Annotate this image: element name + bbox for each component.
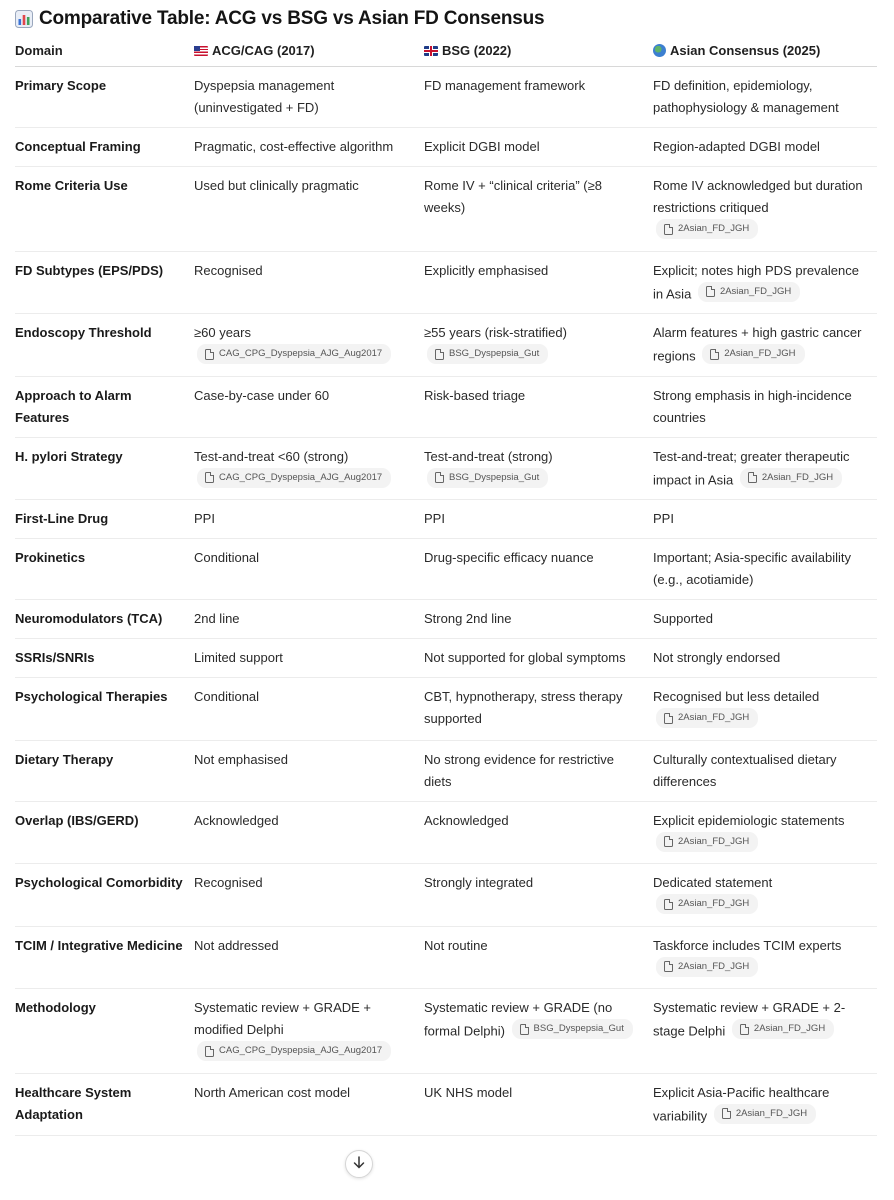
bsg-text: Acknowledged bbox=[424, 812, 509, 828]
table-row bbox=[15, 500, 877, 539]
asian-text: Strong emphasis in high-incidence countries bbox=[653, 387, 852, 425]
bsg-cell bbox=[424, 251, 653, 314]
acg-cell bbox=[194, 376, 424, 437]
acg-cell bbox=[194, 740, 424, 801]
asian-text: Taskforce includes TCIM experts bbox=[653, 937, 842, 953]
bsg-cell bbox=[424, 639, 653, 678]
header-domain bbox=[15, 36, 194, 67]
acg-text: North American cost model bbox=[194, 1084, 351, 1100]
citation-label: 2Asian_FD_JGH bbox=[724, 348, 796, 359]
acg-cell bbox=[194, 437, 424, 500]
asian-cell bbox=[653, 251, 877, 314]
citation-label: 2Asian_FD_JGH bbox=[761, 471, 834, 483]
bar-chart-icon bbox=[15, 10, 33, 28]
bsg-text: No strong evidence for restrictive diets bbox=[424, 751, 615, 789]
acg-text: Recognised bbox=[194, 262, 263, 278]
bsg-cell bbox=[424, 801, 653, 864]
bsg-text: CBT, hypnotherapy, stress therapy supported bbox=[424, 689, 623, 726]
acg-cell bbox=[194, 678, 424, 741]
bsg-text: PPI bbox=[424, 511, 445, 526]
acg-text: Case-by-case under 60 bbox=[194, 387, 330, 403]
domain-cell: Primary Scope bbox=[15, 67, 194, 128]
bsg-cell bbox=[424, 740, 653, 801]
uk-flag-icon bbox=[424, 46, 438, 56]
asian-text: Explicit epidemiologic statements bbox=[653, 812, 845, 828]
domain-cell: FD Subtypes (EPS/PDS) bbox=[15, 251, 194, 314]
bsg-cell bbox=[424, 539, 653, 600]
bsg-cell bbox=[424, 678, 653, 741]
table-row bbox=[15, 989, 877, 1074]
citation-label: 2Asian_FD_JGH bbox=[753, 1023, 826, 1034]
acg-text: Acknowledged bbox=[194, 812, 279, 828]
document-icon bbox=[722, 1108, 731, 1119]
citation-label: 2Asian_FD_JGH bbox=[678, 712, 750, 723]
table-row bbox=[15, 740, 877, 801]
table-row bbox=[15, 167, 877, 252]
header-asian-label: Asian Consensus (2025) bbox=[670, 43, 821, 58]
asian-text: Not strongly endorsed bbox=[653, 650, 781, 665]
acg-cell bbox=[194, 67, 424, 128]
domain-cell: Neuromodulators (TCA) bbox=[15, 600, 194, 639]
bsg-cell bbox=[424, 600, 653, 639]
asian-cell bbox=[653, 989, 877, 1074]
table-row bbox=[15, 600, 877, 639]
acg-text: Systematic review + GRADE + modified Delphi bbox=[194, 1000, 371, 1037]
citation-label: 2Asian_FD_JGH bbox=[678, 223, 750, 234]
bsg-cell bbox=[424, 864, 653, 927]
citation-chip[interactable] bbox=[714, 1104, 816, 1124]
arrow-down-icon bbox=[353, 1156, 365, 1173]
bsg-text: Test-and-treat (strong) bbox=[424, 448, 553, 464]
document-icon bbox=[748, 472, 757, 483]
header-row bbox=[15, 36, 877, 67]
asian-cell bbox=[653, 128, 877, 167]
table-row bbox=[15, 801, 877, 864]
acg-text: Dyspepsia management (uninvestigated + FD) bbox=[194, 78, 335, 115]
document-icon bbox=[664, 836, 673, 847]
asian-cell bbox=[653, 376, 877, 437]
domain-cell: Endoscopy Threshold bbox=[15, 314, 194, 377]
bsg-text: Strong 2nd line bbox=[424, 611, 512, 626]
citation-label: BSG_Dyspepsia_Gut bbox=[533, 1023, 624, 1034]
table-title bbox=[15, 8, 544, 30]
document-icon bbox=[740, 1024, 749, 1035]
table-row bbox=[15, 67, 877, 128]
asian-cell bbox=[653, 801, 877, 864]
comparison-table bbox=[15, 36, 877, 1136]
acg-text: Recognised bbox=[194, 875, 263, 890]
bsg-cell bbox=[424, 314, 653, 377]
asian-text: Rome IV acknowledged but duration restrictions critiqued bbox=[653, 178, 863, 215]
bsg-text: UK NHS model bbox=[424, 1084, 513, 1100]
bsg-cell bbox=[424, 926, 653, 989]
citation-label: BSG_Dyspepsia_Gut bbox=[449, 348, 540, 359]
domain-cell: Psychological Therapies bbox=[15, 678, 194, 741]
asian-text: PPI bbox=[653, 511, 674, 526]
bsg-text: Explicitly emphasised bbox=[424, 262, 549, 278]
domain-cell: Methodology bbox=[15, 989, 194, 1074]
citation-chip[interactable] bbox=[702, 344, 804, 364]
citation-label: BSG_Dyspepsia_Gut bbox=[449, 471, 540, 483]
acg-text: ≥60 years bbox=[194, 325, 251, 340]
bsg-text: Systematic review + GRADE (no formal Delphi) bbox=[424, 1000, 613, 1039]
table-row bbox=[15, 678, 877, 741]
acg-text: Pragmatic, cost-effective algorithm bbox=[194, 139, 394, 154]
asian-cell bbox=[653, 539, 877, 600]
acg-cell bbox=[194, 500, 424, 539]
table-row bbox=[15, 376, 877, 437]
acg-cell bbox=[194, 864, 424, 927]
table-row bbox=[15, 314, 877, 377]
citation-chip[interactable] bbox=[740, 468, 842, 488]
asian-cell bbox=[653, 926, 877, 989]
asian-text: Culturally contextualised dietary differences bbox=[653, 751, 837, 789]
bottom-fade bbox=[0, 1188, 894, 1200]
domain-cell: Overlap (IBS/GERD) bbox=[15, 801, 194, 864]
citation-chip[interactable] bbox=[427, 468, 548, 488]
document-icon bbox=[664, 899, 673, 910]
document-icon bbox=[520, 1024, 529, 1035]
asian-cell bbox=[653, 600, 877, 639]
citation-chip[interactable] bbox=[656, 708, 758, 728]
document-icon bbox=[664, 961, 673, 972]
domain-cell: First-Line Drug bbox=[15, 500, 194, 539]
acg-text: Test-and-treat <60 (strong) bbox=[194, 448, 349, 464]
us-flag-icon bbox=[194, 46, 208, 56]
table-row bbox=[15, 926, 877, 989]
asian-cell bbox=[653, 314, 877, 377]
citation-chip[interactable] bbox=[656, 832, 758, 852]
citation-label: 2Asian_FD_JGH bbox=[678, 835, 750, 847]
bsg-cell bbox=[424, 376, 653, 437]
asian-cell bbox=[653, 500, 877, 539]
domain-cell: Psychological Comorbidity bbox=[15, 864, 194, 927]
asian-text: Test-and-treat; greater therapeutic impact in Asia bbox=[653, 448, 850, 487]
acg-cell bbox=[194, 1073, 424, 1136]
bsg-text: Not supported for global symptoms bbox=[424, 650, 626, 665]
citation-chip[interactable] bbox=[656, 957, 758, 977]
table-row bbox=[15, 1073, 877, 1136]
citation-label: 2Asian_FD_JGH bbox=[735, 1107, 808, 1119]
citation-label: CAG_CPG_Dyspepsia_AJG_Aug2017 bbox=[219, 471, 383, 483]
asian-text: Alarm features + high gastric cancer regions bbox=[653, 325, 862, 364]
asian-text: Systematic review + GRADE + 2-stage Delphi bbox=[653, 1000, 846, 1039]
document-icon bbox=[205, 1046, 214, 1057]
header-domain-label: Domain bbox=[15, 43, 63, 58]
asian-text: Explicit; notes high PDS prevalence in Asia bbox=[653, 262, 859, 301]
bsg-cell bbox=[424, 437, 653, 500]
bsg-cell bbox=[424, 500, 653, 539]
asian-cell bbox=[653, 740, 877, 801]
acg-cell bbox=[194, 128, 424, 167]
citation-chip[interactable] bbox=[512, 1019, 633, 1039]
citation-chip[interactable] bbox=[656, 894, 758, 914]
acg-text: Used but clinically pragmatic bbox=[194, 178, 359, 193]
document-icon bbox=[706, 286, 715, 297]
domain-cell: Approach to Alarm Features bbox=[15, 376, 194, 437]
acg-cell bbox=[194, 251, 424, 314]
asian-cell bbox=[653, 639, 877, 678]
citation-label: 2Asian_FD_JGH bbox=[719, 285, 792, 297]
asian-text: Important; Asia-specific availability (e.g., acotiamide) bbox=[653, 550, 851, 587]
table-row bbox=[15, 251, 877, 314]
asian-text: FD definition, epidemiology, pathophysiology & management bbox=[653, 78, 839, 115]
asian-text: Supported bbox=[653, 611, 713, 626]
asian-text: Explicit Asia-Pacific healthcare variability bbox=[653, 1084, 830, 1123]
bsg-text: Rome IV + “clinical criteria” (≥8 weeks) bbox=[424, 178, 602, 215]
bsg-text: Strongly integrated bbox=[424, 875, 534, 890]
bsg-cell bbox=[424, 67, 653, 128]
citation-chip[interactable] bbox=[197, 344, 391, 364]
citation-chip[interactable] bbox=[656, 219, 758, 239]
domain-cell: SSRIs/SNRIs bbox=[15, 639, 194, 678]
bsg-text: Explicit DGBI model bbox=[424, 139, 540, 154]
asian-text: Recognised but less detailed bbox=[653, 689, 820, 704]
acg-text: Not addressed bbox=[194, 937, 279, 953]
asian-text: Region-adapted DGBI model bbox=[653, 139, 820, 154]
bsg-text: FD management framework bbox=[424, 78, 586, 93]
asian-cell bbox=[653, 167, 877, 252]
document-icon bbox=[435, 472, 444, 483]
bsg-text: Risk-based triage bbox=[424, 387, 526, 403]
domain-cell: Healthcare System Adaptation bbox=[15, 1073, 194, 1136]
bsg-cell bbox=[424, 1073, 653, 1136]
acg-cell bbox=[194, 989, 424, 1074]
table-row bbox=[15, 864, 877, 927]
asian-cell bbox=[653, 1073, 877, 1136]
acg-cell bbox=[194, 539, 424, 600]
citation-label: 2Asian_FD_JGH bbox=[678, 898, 750, 909]
table-row bbox=[15, 539, 877, 600]
document-icon bbox=[664, 713, 673, 724]
header-asian bbox=[653, 36, 877, 67]
acg-text: Conditional bbox=[194, 550, 260, 565]
citation-chip[interactable] bbox=[698, 282, 800, 302]
bsg-text: Drug-specific efficacy nuance bbox=[424, 550, 594, 565]
domain-cell: Dietary Therapy bbox=[15, 740, 194, 801]
document-icon bbox=[664, 224, 673, 235]
document-icon bbox=[205, 472, 214, 483]
asian-cell bbox=[653, 67, 877, 128]
header-acg bbox=[194, 36, 424, 67]
acg-cell bbox=[194, 314, 424, 377]
header-bsg bbox=[424, 36, 653, 67]
header-acg-label: ACG/CAG (2017) bbox=[212, 43, 315, 58]
acg-text: Conditional bbox=[194, 689, 260, 704]
acg-cell bbox=[194, 926, 424, 989]
table-row bbox=[15, 639, 877, 678]
domain-cell: Prokinetics bbox=[15, 539, 194, 600]
scroll-down-button[interactable] bbox=[345, 1150, 373, 1178]
bsg-cell bbox=[424, 167, 653, 252]
citation-label: 2Asian_FD_JGH bbox=[678, 960, 750, 972]
acg-text: PPI bbox=[194, 511, 215, 526]
asian-cell bbox=[653, 678, 877, 741]
bsg-cell bbox=[424, 128, 653, 167]
document-icon bbox=[205, 349, 214, 360]
document-icon bbox=[710, 349, 719, 360]
domain-cell: TCIM / Integrative Medicine bbox=[15, 926, 194, 989]
citation-label: CAG_CPG_Dyspepsia_AJG_Aug2017 bbox=[219, 348, 383, 359]
bsg-text: Not routine bbox=[424, 937, 488, 953]
bsg-text: ≥55 years (risk-stratified) bbox=[424, 325, 567, 340]
acg-cell bbox=[194, 801, 424, 864]
acg-text: 2nd line bbox=[194, 611, 240, 626]
acg-text: Limited support bbox=[194, 650, 283, 665]
globe-icon bbox=[653, 44, 666, 57]
table-row bbox=[15, 437, 877, 500]
acg-cell bbox=[194, 639, 424, 678]
citation-chip[interactable] bbox=[197, 1041, 391, 1061]
acg-cell bbox=[194, 167, 424, 252]
acg-text: Not emphasised bbox=[194, 751, 288, 767]
citation-chip[interactable] bbox=[732, 1019, 834, 1039]
asian-text: Dedicated statement bbox=[653, 875, 773, 890]
table-row bbox=[15, 128, 877, 167]
asian-cell bbox=[653, 864, 877, 927]
asian-cell bbox=[653, 437, 877, 500]
document-icon bbox=[435, 349, 444, 360]
acg-cell bbox=[194, 600, 424, 639]
citation-chip[interactable] bbox=[197, 468, 391, 488]
bsg-cell bbox=[424, 989, 653, 1074]
domain-cell: H. pylori Strategy bbox=[15, 437, 194, 500]
citation-label: CAG_CPG_Dyspepsia_AJG_Aug2017 bbox=[219, 1045, 383, 1056]
header-bsg-label: BSG (2022) bbox=[442, 43, 512, 58]
title-text: Comparative Table: ACG vs BSG vs Asian FD Consensus bbox=[39, 8, 545, 29]
domain-cell: Rome Criteria Use bbox=[15, 167, 194, 252]
domain-cell: Conceptual Framing bbox=[15, 128, 194, 167]
citation-chip[interactable] bbox=[427, 344, 548, 364]
